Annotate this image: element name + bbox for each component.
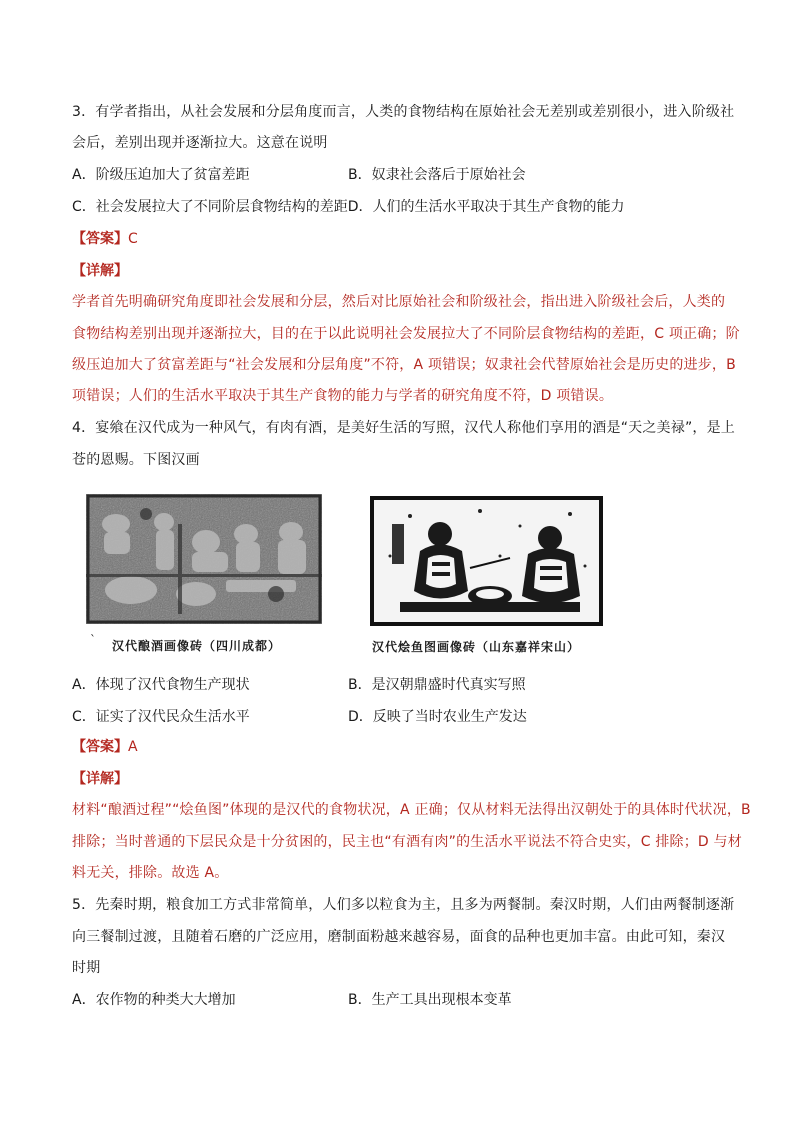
q3-detail-line2: 食物结构差别出现并逐渐拉大，目的在于以此说明社会发展拉大了不同阶层食物结构的差距，C 项正确；阶: [72, 326, 740, 342]
q4-option-a: A．体现了汉代食物生产现状: [72, 677, 250, 693]
q4-detail-label: 【详解】: [72, 771, 128, 787]
q4-answer-label: 【答案】: [72, 739, 128, 755]
q5-stem-line1: 5．先秦时期，粮食加工方式非常简单，人们多以粒食为主，且多为两餐制。秦汉时期，人们由两餐制逐渐: [72, 897, 735, 913]
q3-detail-line3: 级压迫加大了贫富差距与“社会发展和分层角度”不符，A 项错误；奴隶社会代替原始社会是历史的进步，B: [72, 357, 736, 373]
fish-banquet-brick-image: [370, 496, 603, 626]
q4-answer: [72, 737, 138, 757]
q4-option-c: C．证实了汉代民众生活水平: [72, 709, 250, 725]
q3-stem-line2: 会后，差别出现并逐渐拉大。这意在说明: [72, 135, 328, 151]
q3-detail-label: 【详解】: [72, 263, 128, 279]
left-image-caption: 汉代酿酒画像砖（四川成都）: [112, 639, 282, 653]
q4-detail-line1: 材料“酿酒过程”“烩鱼图”体现的是汉代的食物状况，A 正确；仅从材料无法得出汉朝处于的具体时代状况，B: [72, 802, 751, 818]
q4-answer-value: A: [128, 739, 138, 755]
q3-detail-line4: 项错误；人们的生活水平取决于其生产食物的能力与学者的研究角度不符，D 项错误。: [72, 388, 614, 404]
q3-answer-value: C: [128, 231, 138, 247]
q4-option-d: D．反映了当时农业生产发达: [348, 709, 527, 725]
q3-option-a: A．阶级压迫加大了贫富差距: [72, 167, 250, 183]
q5-stem-line3: 时期: [72, 960, 101, 976]
q5-stem-line2: 向三餐制过渡，且随着石磨的广泛应用，磨制面粉越来越容易，面食的品种也更加丰富。由此可知，秦汉: [72, 929, 726, 945]
q5-option-b: B．生产工具出现根本变革: [348, 992, 512, 1008]
q4-option-b: B．是汉朝鼎盛时代真实写照: [348, 677, 526, 693]
left-caption-tick: `: [90, 633, 97, 647]
q4-detail-line3: 料无关，排除。故选 A。: [72, 865, 229, 881]
q4-stem-line1: 4．宴飨在汉代成为一种风气，有肉有酒，是美好生活的写照，汉代人称他们享用的酒是“天之美禄”，是上: [72, 420, 736, 436]
q3-answer-label: 【答案】: [72, 231, 128, 247]
q3-stem-line1: 3．有学者指出，从社会发展和分层角度而言，人类的食物结构在原始社会无差别或差别很小，进入阶级社: [72, 104, 735, 120]
q4-detail-line2: 排除；当时普通的下层民众是十分贫困的，民主也“有酒有肉”的生活水平说法不符合史实，C 排除；D 与材: [72, 834, 742, 850]
q3-detail-line1: 学者首先明确研究角度即社会发展和分层，然后对比原始社会和阶级社会，指出进入阶级社会后，人类的: [72, 294, 726, 310]
q3-option-c-d: C．社会发展拉大了不同阶层食物结构的差距D．人们的生活水平取决于其生产食物的能力: [72, 199, 625, 215]
q3-option-b: B．奴隶社会落后于原始社会: [348, 167, 526, 183]
q5-option-a: A．农作物的种类大大增加: [72, 992, 236, 1008]
brewing-brick-image: [86, 494, 322, 624]
q4-stem-line2: 苍的恩赐。下图汉画: [72, 452, 200, 468]
q3-answer: [72, 229, 138, 249]
right-image-caption: 汉代烩鱼图画像砖（山东嘉祥宋山）: [372, 640, 581, 654]
